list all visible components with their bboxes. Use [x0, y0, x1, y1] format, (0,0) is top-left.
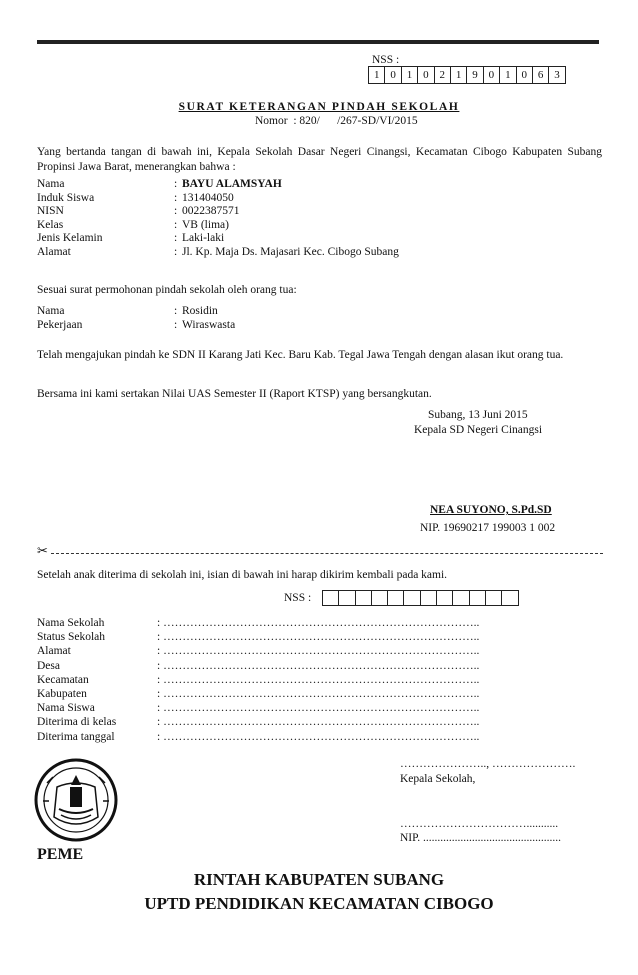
form-label: Status Sekolah: [37, 631, 106, 644]
form-row: [37, 702, 507, 716]
detail-value: VB (lima): [182, 218, 229, 231]
colon-separator: :: [174, 205, 178, 217]
form-blank: : ………………………………………………………………………..: [157, 702, 480, 715]
transfer-statement: Telah mengajukan pindah ke SDN II Karang Jati Kec. Baru Kab. Tegal Jawa Tengah dengan alasan ikut orang tua.: [37, 349, 564, 361]
detail-value: 0022387571: [182, 205, 240, 217]
form-blank: : ………………………………………………………………………..: [157, 631, 480, 644]
detail-value: Jl. Kp. Maja Ds. Majasari Kec. Cibogo Subang: [182, 245, 399, 258]
nss2-empty-box: [323, 591, 339, 605]
colon-separator: :: [174, 191, 178, 204]
nss-digit: 3: [554, 69, 560, 81]
form-row: [37, 660, 507, 674]
letterhead-line-2: UPTD PENDIDIKAN KECAMATAN CIBOGO: [144, 894, 494, 913]
form-label: Nama Sekolah: [37, 617, 105, 629]
nss2-empty-box: [356, 591, 372, 605]
receiver-nip: NIP. ................................................: [400, 832, 562, 844]
form-row: [37, 716, 507, 730]
nss-label: NSS :: [372, 54, 400, 66]
document-number: Nomor : 820/ /267-SD/VI/2015: [255, 115, 418, 127]
detail-value: Laki-laki: [182, 232, 225, 244]
nss2-empty-box: [388, 591, 404, 605]
form-row: [37, 645, 507, 659]
nss-digit: 1: [369, 67, 385, 83]
colon-separator: :: [174, 178, 178, 190]
detail-row: [37, 205, 602, 219]
receiver-instruction: Setelah anak diterima di sekolah ini, isian di bawah ini harap dikirim kembali pada kami.: [37, 569, 448, 581]
nss2-empty-box: [502, 591, 517, 605]
form-label: Alamat: [37, 645, 71, 658]
form-label: Diterima di kelas: [37, 716, 117, 729]
detail-row: [37, 305, 602, 319]
colon-separator: :: [174, 319, 178, 331]
nss-digit: 0: [418, 67, 434, 83]
receiver-position: Kepala Sekolah,: [400, 773, 476, 785]
detail-row: [37, 232, 602, 246]
letterhead-line-1: RINTAH KABUPATEN SUBANG: [193, 870, 445, 889]
form-row: [37, 688, 507, 702]
subang-regency-emblem-icon: [33, 757, 119, 843]
nss2-empty-box: [470, 591, 486, 605]
nss2-empty-box: [437, 591, 453, 605]
form-blank: : ………………………………………………………………………..: [157, 673, 480, 686]
colon-separator: :: [174, 245, 178, 258]
detail-row: [37, 246, 602, 260]
signature-position: Kepala SD Negeri Cinangsi: [414, 424, 543, 436]
detail-label: Nama: [37, 178, 65, 190]
nss2-empty-box: [486, 591, 502, 605]
top-border-line: [37, 40, 599, 44]
detail-label: Nama: [37, 305, 65, 317]
form-blank: : ………………………………………………………………………..: [157, 659, 480, 672]
nss2-empty-box: [421, 591, 437, 605]
detail-value: 131404050: [182, 191, 234, 204]
form-row: [37, 731, 507, 745]
letterhead-fragment: PEME: [37, 846, 84, 863]
form-row: [37, 617, 507, 631]
nss-digit: 1: [402, 67, 418, 83]
nss2-empty-box: [372, 591, 388, 605]
colon-separator: :: [174, 232, 178, 244]
attachment-statement: Bersama ini kami sertakan Nilai UAS Semester II (Raport KTSP) yang bersangkutan.: [37, 388, 432, 400]
nss-digit: 1: [451, 67, 467, 83]
detail-row: [37, 178, 602, 192]
detail-row: [37, 192, 602, 206]
nss-digit: 6: [533, 67, 549, 83]
detail-value: Rosidin: [182, 305, 218, 317]
receiver-place-date: ………………….., ………………….: [400, 758, 576, 770]
form-label: Kabupaten: [37, 688, 87, 700]
nss-digit: 1: [500, 67, 516, 83]
scissors-icon: ✂: [37, 544, 48, 559]
nss-digit: 2: [435, 67, 451, 83]
colon-separator: :: [174, 218, 178, 231]
nss-digit: 0: [385, 67, 401, 83]
detail-label: NISN: [37, 205, 64, 217]
form-blank: : ………………………………………………………………………..: [157, 645, 480, 658]
form-label: Desa: [37, 659, 60, 672]
cut-line: [37, 544, 603, 559]
detail-label: Jenis Kelamin: [37, 232, 103, 244]
detail-row: [37, 219, 602, 233]
form-label: Nama Siswa: [37, 702, 95, 715]
detail-value: Wiraswasta: [182, 319, 236, 331]
nss2-empty-box: [453, 591, 469, 605]
detail-value: BAYU ALAMSYAH: [182, 178, 282, 190]
receiver-name-line: ……………………………...........: [400, 818, 559, 830]
intro-paragraph: Yang bertanda tangan di bawah ini, Kepala Sekolah Dasar Negeri Cinangsi, Kecamatan Cibogo Kabupaten Subang Propinsi Jawa Barat, menerangkan bahwa :: [37, 146, 602, 173]
nss2-empty-box: [339, 591, 355, 605]
nss-number-boxes: [368, 66, 566, 84]
nss2-empty-box: [404, 591, 420, 605]
signature-name: NEA SUYONO, S.Pd.SD: [430, 504, 552, 516]
detail-label: Alamat: [37, 245, 71, 258]
nss-digit: 0: [517, 67, 533, 83]
detail-label: Induk Siswa: [37, 191, 95, 204]
form-label: Kecamatan: [37, 673, 89, 686]
form-blank: : ………………………………………………………………………..: [157, 617, 480, 629]
detail-row: [37, 319, 602, 333]
nss2-label: NSS :: [284, 592, 312, 604]
form-blank: : ………………………………………………………………………..: [157, 730, 480, 743]
detail-label: Kelas: [37, 218, 64, 231]
nss-digit: 0: [484, 67, 500, 83]
form-label: Diterima tanggal: [37, 730, 115, 743]
signature-nip: NIP. 19690217 199003 1 002: [420, 522, 556, 534]
nss2-empty-boxes: [322, 590, 519, 606]
signature-place-date: Subang, 13 Juni 2015: [428, 409, 528, 421]
form-row: [37, 631, 507, 645]
colon-separator: :: [174, 305, 178, 317]
form-row: [37, 674, 507, 688]
detail-label: Pekerjaan: [37, 319, 83, 331]
document-title: SURAT KETERANGAN PINDAH SEKOLAH: [178, 101, 460, 113]
nss-digit: 9: [467, 67, 483, 83]
form-blank: : ………………………………………………………………………..: [157, 688, 480, 700]
form-blank: : ………………………………………………………………………..: [157, 716, 480, 729]
parent-intro: Sesuai surat permohonan pindah sekolah oleh orang tua:: [37, 284, 297, 296]
